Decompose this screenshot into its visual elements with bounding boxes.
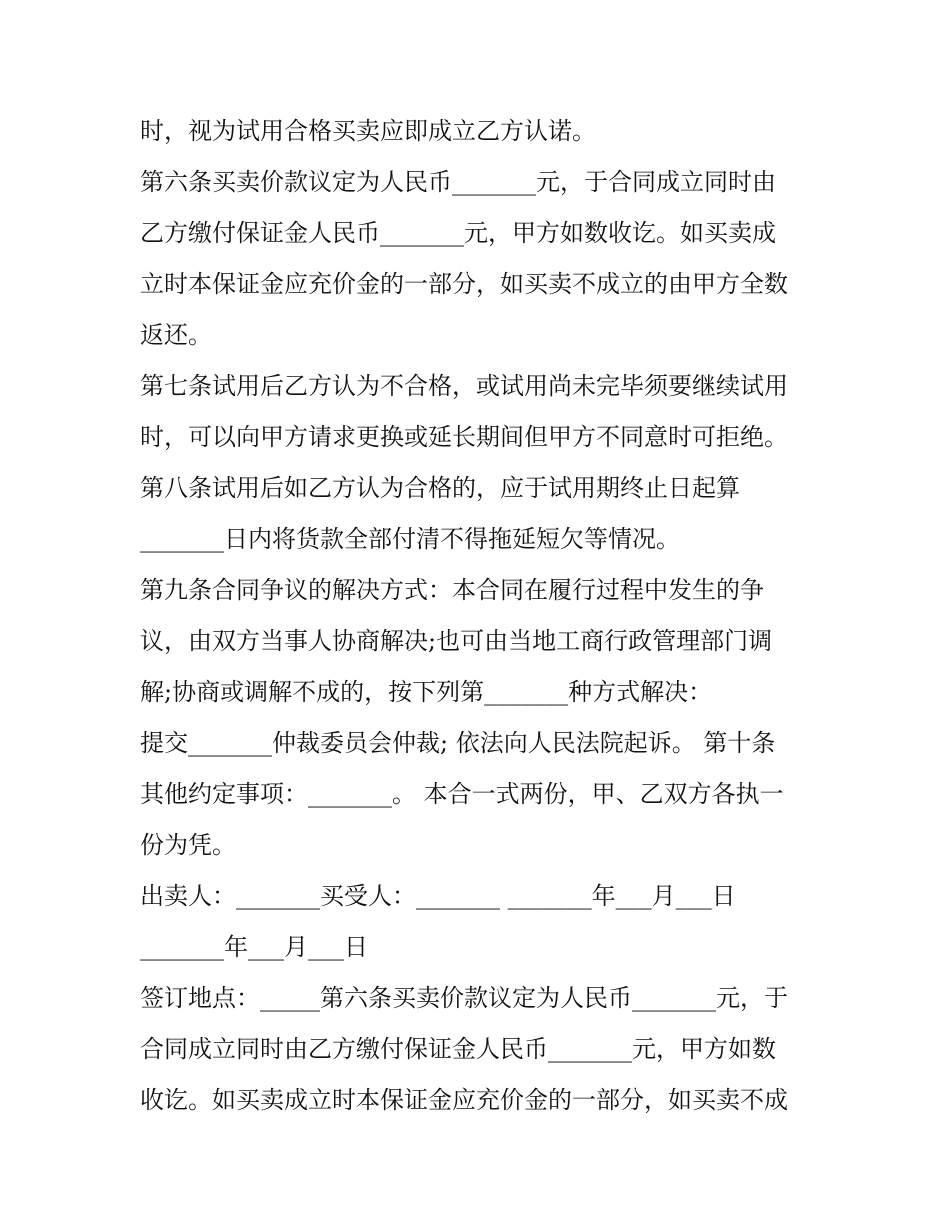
text-line: 第六条买卖价款议定为人民币_______元，于合同成立同时由 <box>140 168 776 196</box>
text-line: 合同成立同时由乙方缴付保证金人民币_______元，甲方如数 <box>140 1035 776 1063</box>
text-line: 解;协商或调解不成的，按下列第_______种方式解决： <box>140 678 713 706</box>
text-line: 乙方缴付保证金人民币_______元，甲方如数收讫。如买卖成 <box>140 219 776 247</box>
text-line: 返还。 <box>140 321 212 349</box>
text-line: 时，视为试用合格买卖应即成立乙方认诺。 <box>140 117 596 145</box>
text-line: 第七条试用后乙方认为不合格，或试用尚未完毕须要继续试用 <box>140 372 788 400</box>
text-line: 出卖人：_______买受人：_______ _______年___月___日 <box>140 882 736 910</box>
text-line: 时，可以向甲方请求更换或延长期间但甲方不同意时可拒绝。 <box>140 423 788 451</box>
text-line: 签订地点：_____第六条买卖价款议定为人民币_______元，于 <box>140 984 788 1012</box>
text-line: 份为凭。 <box>140 831 236 859</box>
text-line: 立时本保证金应充价金的一部分，如买卖不成立的由甲方全数 <box>140 270 788 298</box>
text-line: 第九条合同争议的解决方式：本合同在履行过程中发生的争 <box>140 576 764 604</box>
text-line: _______日内将货款全部付清不得拖延短欠等情况。 <box>140 525 680 553</box>
contract-text <box>140 106 820 1126</box>
text-line: 收讫。如买卖成立时本保证金应充价金的一部分，如买卖不成 <box>140 1086 788 1114</box>
text-line: _______年___月___日 <box>140 933 368 961</box>
text-line: 第八条试用后如乙方认为合格的，应于试用期终止日起算 <box>140 474 740 502</box>
text-line: 提交_______仲裁委员会仲裁; 依法向人民法院起诉。 第十条 <box>140 729 776 757</box>
text-line: 议，由双方当事人协商解决;也可由当地工商行政管理部门调 <box>140 627 773 655</box>
text-line: 其他约定事项：_______。 本合一式两份，甲、乙双方各执一 <box>140 780 784 808</box>
